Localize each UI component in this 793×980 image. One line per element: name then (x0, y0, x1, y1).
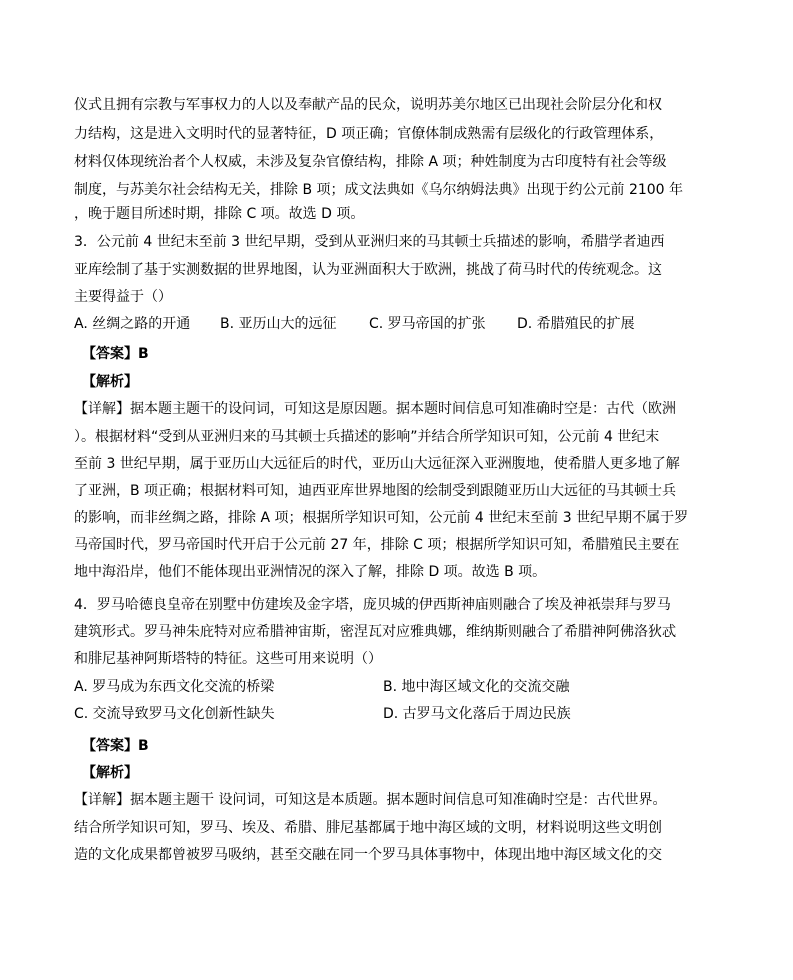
q4-detail-line: 造的文化成果都曾被罗马吸纳，甚至交融在同一个罗马具体事物中，体现出地中海区域文化的交 (74, 847, 662, 863)
q4-analysis-label: 【解析】 (82, 765, 138, 781)
q4-detail-line: 【详解】据本题主题干 设问词，可知这是本质题。据本题时间信息可知准确时空是：古代世界。 (74, 792, 667, 808)
question-3-stem: 3．公元前 4 世纪末至前 3 世纪早期，受到从亚洲归来的马其顿士兵描述的影响，希腊学者迪西 (74, 234, 665, 250)
question-3-stem: 主要得益于（） (74, 289, 172, 305)
q3-detail-line: 马帝国时代，罗马帝国时代开启于公元前 27 年，排除 C 项；根据所学知识可知，希腊殖民主要在 (74, 537, 680, 553)
q3-option-d: D. 希腊殖民的扩展 (517, 316, 635, 332)
text-line: ，晚于题目所述时期，排除 C 项。故选 D 项。 (74, 206, 365, 222)
question-4-stem: 建筑形式。罗马神朱庇特对应希腊神宙斯，密涅瓦对应雅典娜，维纳斯则融合了希腊神阿佛洛狄忒 (74, 624, 676, 640)
question-4-stem: 4．罗马哈德良皇帝在别墅中仿建埃及金字塔，庞贝城的伊西斯神庙则融合了埃及神祇崇拜与罗马 (74, 597, 671, 613)
question-4-stem: 和腓尼基神阿斯塔特的特征。这些可用来说明（） (74, 651, 382, 667)
q3-detail-line: 了亚洲，B 项正确；根据材料可知，迪西亚库世界地图的绘制受到跟随亚历山大远征的马其顿士兵 (74, 483, 677, 499)
q3-detail-line: ）。根据材料“受到从亚洲归来的马其顿士兵描述的影响”并结合所学知识可知，公元前 4 世纪末 (74, 429, 660, 445)
q3-detail-line: 至前 3 世纪早期，属于亚历山大远征后的时代，亚历山大远征深入亚洲腹地，使希腊人更多地了解 (74, 456, 680, 472)
q3-option-b: B. 亚历山大的远征 (220, 316, 337, 332)
text-line: 力结构，这是进入文明时代的显著特征，D 项正确；官僚体制成熟需有层级化的行政管理体系， (74, 126, 664, 142)
q3-detail-line: 【详解】据本题主题干的设问词，可知这是原因题。据本题时间信息可知准确时空是：古代（欧洲 (74, 401, 676, 417)
q4-option-a: A. 罗马成为东西文化交流的桥梁 (74, 679, 275, 695)
q3-option-a: A. 丝绸之路的开通 (74, 316, 191, 332)
q3-option-c: C. 罗马帝国的扩张 (369, 316, 486, 332)
q4-option-c: C. 交流导致罗马文化创新性缺失 (74, 706, 275, 722)
q3-analysis-label: 【解析】 (82, 374, 138, 390)
text-line: 材料仅体现统治者个人权威，未涉及复杂官僚结构，排除 A 项；种姓制度为古印度特有社会等级 (74, 154, 667, 170)
q4-option-b: B. 地中海区域文化的交流交融 (383, 679, 570, 695)
q3-detail-line: 的影响，而非丝绸之路，排除 A 项；根据所学知识可知，公元前 4 世纪末至前 3 世纪早期不属于罗 (74, 510, 689, 526)
q4-option-d: D. 古罗马文化落后于周边民族 (383, 706, 571, 722)
question-3-stem: 亚库绘制了基于实测数据的世界地图，认为亚洲面积大于欧洲，挑战了荷马时代的传统观念。这 (74, 262, 662, 278)
text-line: 制度，与苏美尔社会结构无关，排除 B 项；成文法典如《乌尔纳姆法典》出现于约公元前 2100 年 (74, 182, 684, 198)
q3-detail-line: 地中海沿岸，他们不能体现出亚洲情况的深入了解，排除 D 项。故选 B 项。 (74, 564, 547, 580)
q4-detail-line: 结合所学知识可知，罗马、埃及、希腊、腓尼基都属于地中海区域的文明，材料说明这些文明创 (74, 820, 662, 836)
q4-answer: 【答案】B (82, 738, 149, 754)
q3-answer: 【答案】B (82, 346, 149, 362)
text-line: 仪式且拥有宗教与军事权力的人以及奉献产品的民众，说明苏美尔地区已出现社会阶层分化和权 (74, 97, 662, 113)
